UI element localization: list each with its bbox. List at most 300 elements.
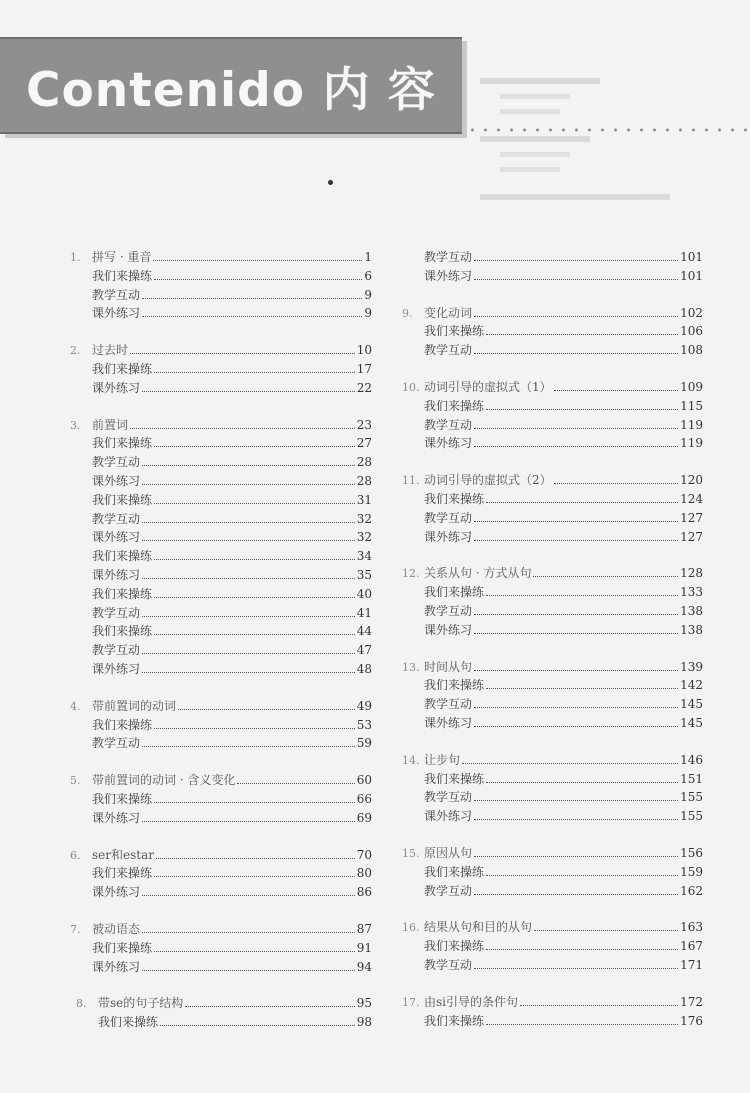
toc-subentry[interactable] [70, 883, 372, 902]
page-number: 138 [680, 603, 703, 618]
dot-leader [486, 949, 678, 950]
dot-leader [130, 353, 355, 354]
dot-leader [474, 428, 678, 429]
page-number: 91 [356, 940, 372, 955]
dot-leader [474, 353, 678, 354]
page-number: 115 [680, 398, 703, 413]
subentry-label: 课外练习 [424, 715, 473, 730]
chapter-number: 14. [402, 753, 420, 767]
dot-leader [154, 728, 355, 729]
dot-leader [142, 970, 355, 971]
dot-leader [160, 1025, 355, 1026]
toc-chapter-entry[interactable] [70, 416, 372, 435]
toc-subentry[interactable] [402, 882, 703, 901]
bleed-through-shadow [480, 66, 740, 241]
toc-chapter-entry[interactable] [402, 304, 703, 323]
page-number: 66 [356, 791, 372, 806]
dot-leader [185, 1006, 354, 1007]
page-number: 69 [356, 810, 372, 825]
toc-chapter [402, 993, 703, 1031]
page-number: 47 [356, 643, 372, 658]
toc-chapter-entry[interactable] [402, 378, 703, 397]
toc-chapter [402, 658, 703, 733]
toc-subentry[interactable] [70, 566, 372, 585]
toc-chapter-entry[interactable] [70, 248, 372, 267]
subentry-label: 我们来操练 [424, 324, 485, 339]
chapter-title: ser和estar [92, 847, 154, 862]
toc-chapter-entry[interactable] [70, 920, 372, 939]
dot-leader [154, 951, 355, 952]
page-number: 32 [356, 511, 372, 526]
subentry-label: 教学互动 [92, 455, 141, 470]
page-number: 172 [680, 994, 703, 1009]
subentry-label: 我们来操练 [424, 939, 485, 954]
toc-subentry[interactable] [70, 585, 372, 604]
chapter-number: 1. [70, 251, 81, 264]
page-number: 80 [356, 866, 372, 881]
toc-chapter-entry[interactable] [402, 751, 703, 770]
dot-leader [486, 688, 678, 689]
subentry-label: 教学互动 [92, 511, 141, 526]
dot-leader [474, 521, 678, 522]
page-number: 155 [680, 790, 703, 805]
dot-leader [154, 559, 355, 560]
page-number: 40 [356, 586, 372, 601]
page-number: 133 [680, 585, 703, 600]
dot-leader [142, 522, 355, 523]
dot-leader [474, 446, 678, 447]
subentry-label: 我们来操练 [92, 586, 153, 601]
subentry-label: 我们来操练 [92, 436, 153, 451]
subentry-label: 课外练习 [92, 306, 141, 321]
subentry-label: 课外练习 [92, 959, 141, 974]
toc-left-column [70, 248, 372, 1050]
dot-leader [486, 595, 678, 596]
dot-leader [178, 709, 355, 710]
toc-subentry[interactable] [70, 809, 372, 828]
dot-leader [130, 428, 355, 429]
dot-leader [154, 372, 355, 373]
chapter-number: 3. [70, 418, 81, 432]
chapter-title: 由si引导的条件句 [424, 994, 518, 1009]
page-number: 9 [364, 287, 372, 302]
dot-leader [142, 578, 355, 579]
dot-leader [474, 800, 678, 801]
page-number: 119 [680, 417, 703, 432]
chapter-number: 15. [402, 846, 420, 860]
dot-leader [154, 802, 355, 803]
page-number: 176 [680, 1013, 703, 1028]
page-number: 156 [680, 845, 703, 860]
page-number: 49 [356, 698, 372, 713]
chapter-number: 8. [76, 997, 87, 1011]
toc-chapter [70, 771, 372, 827]
subentry-label: 我们来操练 [92, 492, 153, 507]
toc-chapter-entry[interactable] [70, 994, 372, 1013]
subentry-label: 教学互动 [424, 697, 473, 712]
toc-subentry[interactable] [70, 604, 372, 623]
subentry-label: 课外练习 [92, 380, 141, 395]
dot-leader [474, 279, 678, 280]
toc-chapter [70, 697, 372, 753]
dot-leader [154, 634, 355, 635]
toc-chapter [70, 416, 372, 679]
page-number: 145 [680, 715, 703, 730]
toc-subentry[interactable] [70, 547, 372, 566]
chapter-number: 9. [402, 306, 413, 320]
page-number: 146 [680, 752, 703, 767]
dot-leader [154, 597, 355, 598]
dot-leader [142, 895, 355, 896]
toc-subentry[interactable] [70, 939, 372, 958]
toc-chapter [402, 844, 703, 900]
dot-leader [156, 858, 355, 859]
page-number: 23 [356, 417, 372, 432]
chapter-number: 17. [402, 995, 420, 1009]
dot-leader [142, 540, 355, 541]
chapter-number: 6. [70, 848, 81, 862]
page-number: 53 [356, 717, 372, 732]
chapter-title: 结果从句和目的从句 [424, 920, 533, 935]
dot-leader [474, 856, 678, 857]
subentry-label: 我们来操练 [424, 678, 485, 693]
chapter-number: 7. [70, 922, 81, 936]
toc-subentry[interactable] [402, 1012, 703, 1031]
toc-subentry[interactable] [70, 434, 372, 453]
page-number: 60 [356, 773, 372, 788]
chapter-title: 动词引导的虚拟式（2） [424, 473, 552, 488]
dot-leader [154, 279, 362, 280]
toc-subentry[interactable] [70, 958, 372, 977]
toc-chapter-entry[interactable] [402, 918, 703, 937]
subentry-label: 我们来操练 [92, 717, 153, 732]
chapter-number: 2. [70, 344, 81, 358]
page-number: 106 [680, 324, 703, 339]
subentry-label: 教学互动 [424, 883, 473, 898]
toc-chapter [402, 471, 703, 546]
page-number: 28 [356, 455, 372, 470]
subentry-label: 教学互动 [424, 957, 473, 972]
toc-subentry[interactable] [70, 491, 372, 510]
dot-leader [142, 391, 355, 392]
toc-subentry[interactable] [402, 602, 703, 621]
dot-leader [474, 633, 678, 634]
page-number: 171 [680, 957, 703, 972]
toc-subentry[interactable] [402, 788, 703, 807]
toc-subentry[interactable] [402, 509, 703, 528]
dot-leader [474, 614, 678, 615]
page-number: 159 [680, 864, 703, 879]
subentry-label: 我们来操练 [424, 771, 485, 786]
dot-leader [154, 876, 355, 877]
page-number: 98 [356, 1015, 372, 1030]
toc-subentry[interactable] [402, 267, 703, 286]
dot-leader [153, 260, 362, 261]
toc-subentry[interactable] [402, 416, 703, 435]
toc-subentry[interactable] [402, 863, 703, 882]
dot-leader [486, 409, 678, 410]
page-number: 119 [680, 436, 703, 451]
page-number: 9 [364, 306, 372, 321]
page-number: 1 [364, 250, 372, 264]
dot-leader [474, 968, 678, 969]
toc-chapter [70, 920, 372, 976]
toc-subentry[interactable] [402, 956, 703, 975]
toc-chapter [402, 248, 703, 286]
page-number: 139 [680, 659, 703, 674]
chapter-title: 时间从句 [424, 659, 473, 674]
toc-chapter [402, 918, 703, 974]
subentry-label: 课外练习 [92, 661, 141, 676]
chapter-number: 16. [402, 921, 420, 935]
page-number: 142 [680, 678, 703, 693]
toc-subentry[interactable] [70, 660, 372, 679]
subentry-label: 教学互动 [424, 790, 473, 805]
subentry-label: 课外练习 [424, 268, 473, 283]
page-title: Contenido 内 容 [26, 63, 436, 118]
page-number: 35 [356, 567, 372, 582]
page-number: 31 [356, 492, 372, 507]
subentry-label: 教学互动 [92, 736, 141, 751]
toc-subentry[interactable] [402, 770, 703, 789]
chapter-number: 4. [70, 699, 81, 713]
toc-chapter-entry[interactable] [402, 471, 703, 490]
chapter-title: 带se的句子结构 [98, 996, 184, 1011]
page-number: 22 [356, 380, 372, 395]
decorative-dot [328, 180, 333, 185]
page-number: 86 [356, 885, 372, 900]
dot-leader [154, 446, 355, 447]
page-number: 101 [680, 268, 703, 283]
toc-subentry[interactable] [402, 434, 703, 453]
toc-subentry[interactable] [402, 397, 703, 416]
chapter-title: 原因从句 [424, 845, 473, 860]
page-number: 41 [356, 605, 372, 620]
toc-subentry[interactable] [70, 267, 372, 286]
page-number: 95 [356, 996, 372, 1011]
toc-chapter-entry[interactable] [402, 564, 703, 583]
page-number: 70 [356, 847, 372, 862]
subentry-label: 课外练习 [424, 809, 473, 824]
subentry-label: 教学互动 [92, 643, 141, 658]
subentry-label: 课外练习 [424, 529, 473, 544]
toc-subentry[interactable] [402, 490, 703, 509]
subentry-label: 我们来操练 [424, 491, 485, 506]
subentry-label: 我们来操练 [92, 791, 153, 806]
subentry-label: 课外练习 [424, 622, 473, 637]
page-number: 59 [356, 736, 372, 751]
toc-subentry[interactable] [70, 286, 372, 305]
subentry-label: 课外练习 [92, 473, 141, 488]
dot-leader [486, 875, 678, 876]
chapter-title: 过去时 [92, 343, 129, 358]
toc-subentry[interactable] [70, 641, 372, 660]
page-number: 101 [680, 250, 703, 264]
toc-subentry[interactable] [70, 472, 372, 491]
toc-subentry[interactable] [402, 714, 703, 733]
toc-subentry[interactable] [402, 322, 703, 341]
dot-leader [554, 483, 678, 484]
subentry-label: 我们来操练 [92, 268, 153, 283]
page-number: 102 [680, 305, 703, 320]
subentry-label: 我们来操练 [98, 1015, 159, 1030]
dot-leader [474, 894, 678, 895]
dot-leader [142, 316, 362, 317]
toc-subentry[interactable] [402, 248, 703, 267]
subentry-label: 我们来操练 [424, 398, 485, 413]
page-number: 127 [680, 510, 703, 525]
toc-chapter-entry[interactable] [402, 658, 703, 677]
toc-subentry[interactable] [70, 379, 372, 398]
toc-chapter [402, 751, 703, 826]
subentry-label: 我们来操练 [424, 585, 485, 600]
subentry-label: 课外练习 [92, 530, 141, 545]
page-number: 6 [364, 268, 372, 283]
page-number: 34 [356, 549, 372, 564]
chapter-title: 带前置词的动词 [92, 698, 177, 713]
page-number: 17 [356, 361, 372, 376]
chapter-number: 13. [402, 660, 420, 674]
toc-subentry[interactable] [70, 1013, 372, 1032]
page-number: 138 [680, 622, 703, 637]
chapter-title: 带前置词的动词 · 含义变化 [92, 773, 236, 788]
page-number: 10 [356, 343, 372, 358]
chapter-number: 12. [402, 567, 420, 581]
chapter-title: 让步句 [424, 752, 461, 767]
page-number: 120 [680, 473, 703, 488]
subentry-label: 课外练习 [92, 810, 141, 825]
toc-subentry[interactable] [402, 807, 703, 826]
chapter-title: 变化动词 [424, 305, 473, 320]
toc-subentry[interactable] [70, 360, 372, 379]
toc-chapter [70, 846, 372, 902]
dot-leader [554, 390, 678, 391]
subentry-label: 教学互动 [424, 250, 473, 264]
page-number: 109 [680, 379, 703, 394]
toc-chapter-entry[interactable] [70, 341, 372, 360]
toc-subentry[interactable] [70, 510, 372, 529]
dot-leader [142, 746, 355, 747]
subentry-label: 我们来操练 [92, 866, 153, 881]
chapter-title: 拼写 · 重音 [92, 250, 152, 264]
toc-subentry[interactable] [402, 583, 703, 602]
dot-leader [520, 1005, 678, 1006]
chapter-title: 被动语态 [92, 921, 141, 936]
page-number: 162 [680, 883, 703, 898]
toc-subentry[interactable] [70, 304, 372, 323]
dot-leader [533, 576, 678, 577]
chapter-title: 关系从句 · 方式从句 [424, 566, 532, 581]
page-number: 145 [680, 697, 703, 712]
toc-subentry[interactable] [70, 453, 372, 472]
dot-leader [474, 670, 678, 671]
toc-subentry[interactable] [70, 864, 372, 883]
toc-subentry[interactable] [70, 790, 372, 809]
toc-chapter-entry[interactable] [402, 993, 703, 1012]
toc-chapter [402, 304, 703, 360]
toc-subentry[interactable] [402, 341, 703, 360]
subentry-label: 我们来操练 [92, 940, 153, 955]
dot-leader [486, 1024, 678, 1025]
page-number: 155 [680, 809, 703, 824]
subentry-label: 我们来操练 [92, 549, 153, 564]
page-number: 27 [356, 436, 372, 451]
toc-chapter [70, 248, 372, 323]
subentry-label: 教学互动 [92, 605, 141, 620]
subentry-label: 教学互动 [92, 287, 141, 302]
dot-leader [474, 726, 678, 727]
toc-chapter-entry[interactable] [70, 697, 372, 716]
dot-leader [474, 540, 678, 541]
toc-chapter [70, 994, 372, 1032]
toc-subentry[interactable] [402, 621, 703, 640]
page-number: 28 [356, 473, 372, 488]
dot-leader [142, 465, 355, 466]
subentry-label: 课外练习 [424, 436, 473, 451]
dot-leader [142, 672, 355, 673]
toc-subentry[interactable] [402, 695, 703, 714]
dot-leader [142, 616, 355, 617]
toc-chapter-entry[interactable] [402, 844, 703, 863]
dot-leader [486, 782, 678, 783]
toc-subentry[interactable] [402, 528, 703, 547]
page-number: 108 [680, 343, 703, 358]
dot-leader [474, 316, 678, 317]
dot-leader [142, 821, 355, 822]
subentry-label: 课外练习 [92, 885, 141, 900]
page-number: 151 [680, 771, 703, 786]
dot-leader [474, 707, 678, 708]
dot-leader [142, 298, 362, 299]
toc-subentry[interactable] [402, 937, 703, 956]
toc-subentry[interactable] [70, 734, 372, 753]
toc-subentry[interactable] [70, 622, 372, 641]
chapter-title: 前置词 [92, 417, 129, 432]
page-number: 94 [356, 959, 372, 974]
subentry-label: 课外练习 [92, 567, 141, 582]
subentry-label: 我们来操练 [424, 1013, 485, 1028]
subentry-label: 我们来操练 [92, 361, 153, 376]
chapter-number: 10. [402, 380, 420, 394]
page-number: 124 [680, 491, 703, 506]
page-number: 48 [356, 661, 372, 676]
dot-leader [142, 932, 355, 933]
toc-chapter [70, 341, 372, 397]
subentry-label: 教学互动 [424, 343, 473, 358]
toc-subentry[interactable] [70, 528, 372, 547]
dot-leader [142, 653, 355, 654]
dot-leader [474, 819, 678, 820]
page-number: 127 [680, 529, 703, 544]
toc-subentry[interactable] [70, 716, 372, 735]
page-number: 32 [356, 530, 372, 545]
page-number: 44 [356, 624, 372, 639]
chapter-title: 动词引导的虚拟式（1） [424, 379, 552, 394]
dot-leader [154, 503, 355, 504]
dot-leader [237, 783, 354, 784]
toc-chapter [402, 564, 703, 639]
page-number: 167 [680, 939, 703, 954]
dot-leader [474, 260, 678, 261]
toc-subentry[interactable] [402, 676, 703, 695]
dot-leader [142, 484, 355, 485]
subentry-label: 我们来操练 [92, 624, 153, 639]
chapter-number: 5. [70, 774, 81, 788]
chapter-number: 11. [402, 474, 420, 488]
toc-chapter-entry[interactable] [70, 846, 372, 865]
toc-right-column [402, 248, 703, 1048]
toc-chapter-entry[interactable] [70, 771, 372, 790]
